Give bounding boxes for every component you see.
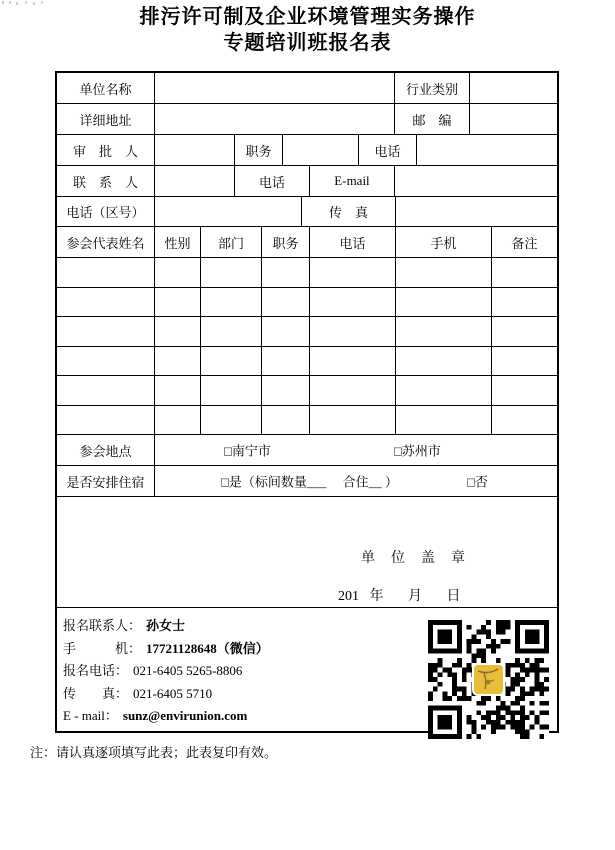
address-label: 详细地址: [57, 104, 155, 134]
venue-options: [155, 435, 557, 465]
email-line-value: sunz@envirunion.com: [122, 708, 248, 724]
row-attendee-5-field-5[interactable]: [310, 376, 396, 405]
row-attendee-6-field-3[interactable]: [201, 406, 262, 435]
mobile-header: 手机: [396, 227, 492, 257]
contact-person-label: 联 系 人: [57, 166, 155, 196]
lodging-option-no[interactable]: □否: [467, 474, 488, 490]
fax-field[interactable]: [396, 197, 557, 226]
area-phone-field[interactable]: [155, 197, 302, 226]
row-attendee-4-field-7[interactable]: [492, 347, 557, 376]
mobile-line: [63, 638, 269, 661]
contact-person-field[interactable]: [155, 166, 235, 196]
approver-position-field[interactable]: [283, 135, 359, 165]
row-footer-contact: [57, 608, 557, 731]
mobile-line-label: 手 机：: [63, 640, 142, 656]
row-phone-fax: [57, 197, 557, 227]
row-attendee-6-field-1[interactable]: [57, 406, 155, 435]
registration-phone-line-label: 报名电话：: [63, 663, 129, 679]
approver-label: 审 批 人: [57, 135, 155, 165]
unit-name-field[interactable]: [155, 73, 395, 103]
row-venue: [57, 435, 557, 466]
approver-position-label: 职务: [235, 135, 283, 165]
industry-category-field[interactable]: [470, 73, 557, 103]
form-table: [55, 71, 559, 733]
postcode-field[interactable]: [470, 104, 557, 134]
approver-phone-field[interactable]: [417, 135, 557, 165]
registration-phone-line-value: 021-6405 5265-8806: [133, 663, 243, 679]
row-attendee-5-field-4[interactable]: [262, 376, 310, 405]
row-attendee-1-field-2[interactable]: [155, 258, 201, 287]
footer-contact-lines: [63, 615, 269, 728]
venue-label: 参会地点: [57, 435, 155, 465]
row-attendee-5-field-7[interactable]: [492, 376, 557, 405]
row-attendee-1-field-3[interactable]: [201, 258, 262, 287]
row-attendee-1-field-7[interactable]: [492, 258, 557, 287]
row-attendee-4: [57, 347, 557, 377]
row-attendee-4-field-4[interactable]: [262, 347, 310, 376]
row-attendee-2-field-6[interactable]: [396, 288, 492, 317]
row-attendee-1-field-4[interactable]: [262, 258, 310, 287]
row-attendee-2-field-3[interactable]: [201, 288, 262, 317]
row-attendee-3-field-4[interactable]: [262, 317, 310, 346]
address-field[interactable]: [155, 104, 395, 134]
approver-phone-label: 电话: [359, 135, 417, 165]
row-attendee-3-field-2[interactable]: [155, 317, 201, 346]
row-attendee-3-field-1[interactable]: [57, 317, 155, 346]
row-attendee-2-field-4[interactable]: [262, 288, 310, 317]
attendee-name-header: 参会代表姓名: [57, 227, 155, 257]
row-attendee-6-field-4[interactable]: [262, 406, 310, 435]
qr-center-logo-icon: [472, 663, 505, 696]
row-attendee-3-field-5[interactable]: [310, 317, 396, 346]
approver-field[interactable]: [155, 135, 235, 165]
footer-contact-area: [57, 608, 557, 731]
department-header: 部门: [201, 227, 262, 257]
row-attendee-1-field-6[interactable]: [396, 258, 492, 287]
form-title-line2: 专题培训班报名表: [223, 32, 392, 54]
venue-option-nanning[interactable]: □南宁市: [224, 443, 271, 459]
unit-seal-label: 单 位 盖 章: [361, 551, 466, 566]
footer-note: 注：请认真逐项填写此表；此表复印有效。: [30, 745, 278, 760]
area-phone-label: 电话（区号）: [57, 197, 155, 226]
row-attendee-4-field-1[interactable]: [57, 347, 155, 376]
row-attendee-6: [57, 406, 557, 436]
row-lodging: [57, 466, 557, 497]
row-attendee-4-field-3[interactable]: [201, 347, 262, 376]
row-attendee-3-field-6[interactable]: [396, 317, 492, 346]
row-unit-name: [57, 73, 557, 104]
qr-code: [428, 620, 549, 739]
row-attendee-4-field-5[interactable]: [310, 347, 396, 376]
registration-phone-line: [63, 660, 269, 683]
fax-line-value: 021-6405 5710: [133, 685, 213, 701]
row-attendee-6-field-2[interactable]: [155, 406, 201, 435]
position-header: 职务: [262, 227, 310, 257]
fax-line-label: 传 真：: [63, 685, 129, 701]
registration-contact-line-label: 报名联系人：: [63, 618, 142, 633]
row-attendee-5-field-3[interactable]: [201, 376, 262, 405]
row-attendee-4-field-6[interactable]: [396, 347, 492, 376]
postcode-label: 邮 编: [395, 104, 470, 134]
venue-option-suzhou[interactable]: □苏州市: [394, 443, 441, 459]
lodging-label: 是否安排住宿: [57, 466, 155, 496]
row-attendee-2-field-5[interactable]: [310, 288, 396, 317]
lodging-option-yes[interactable]: □是（标间数量___ 合住__ ）: [221, 474, 398, 490]
row-attendee-3-field-3[interactable]: [201, 317, 262, 346]
registration-contact-line: [63, 615, 269, 638]
row-attendee-1: [57, 258, 557, 288]
phone-header: 电话: [310, 227, 396, 257]
lodging-options: [155, 466, 557, 496]
row-attendee-5-field-2[interactable]: [155, 376, 201, 405]
row-approver: [57, 135, 557, 166]
row-attendee-3: [57, 317, 557, 347]
row-attendee-5-field-1[interactable]: [57, 376, 155, 405]
row-attendee-6-field-5[interactable]: [310, 406, 396, 435]
remarks-header: 备注: [511, 235, 538, 251]
form-title: [0, 4, 615, 56]
fax-label: 传 真: [302, 197, 396, 226]
row-attendee-3-field-7[interactable]: [492, 317, 557, 346]
row-attendee-2-field-2[interactable]: [155, 288, 201, 317]
row-attendee-2: [57, 288, 557, 318]
email-line: [63, 705, 269, 728]
industry-category-label: 行业类别: [395, 73, 470, 103]
mobile-line-value: 17721128648（微信）: [146, 640, 269, 656]
row-address: [57, 104, 557, 135]
row-attendee-6-field-7[interactable]: [492, 406, 557, 435]
row-attendee-1-field-1[interactable]: [57, 258, 155, 287]
contact-phone-label: 电话: [235, 166, 310, 196]
row-attendee-2-field-1[interactable]: [57, 288, 155, 317]
row-attendee-2-field-7[interactable]: [492, 288, 557, 317]
gender-header: 性别: [155, 227, 201, 257]
date-line: 201 年 月 日: [338, 589, 461, 604]
row-attendee-4-field-2[interactable]: [155, 347, 201, 376]
unit-name-label: 单位名称: [57, 73, 155, 103]
contact-email-label: E-mail: [310, 166, 395, 196]
row-attendee-5-field-6[interactable]: [396, 376, 492, 405]
row-attendee-5: [57, 376, 557, 406]
row-contact-person: [57, 166, 557, 197]
row-attendee-6-field-6[interactable]: [396, 406, 492, 435]
form-title-line1: 排污许可制及企业环境管理实务操作: [139, 6, 476, 28]
seal-area: [57, 497, 557, 607]
contact-email-field[interactable]: [395, 166, 557, 196]
row-attendee-header: [57, 227, 557, 258]
email-line-label: E - mail：: [63, 708, 118, 724]
row-seal: [57, 497, 557, 608]
row-attendee-1-field-5[interactable]: [310, 258, 396, 287]
fax-line: [63, 683, 269, 706]
registration-contact-line-value: 孙女士: [146, 618, 186, 633]
